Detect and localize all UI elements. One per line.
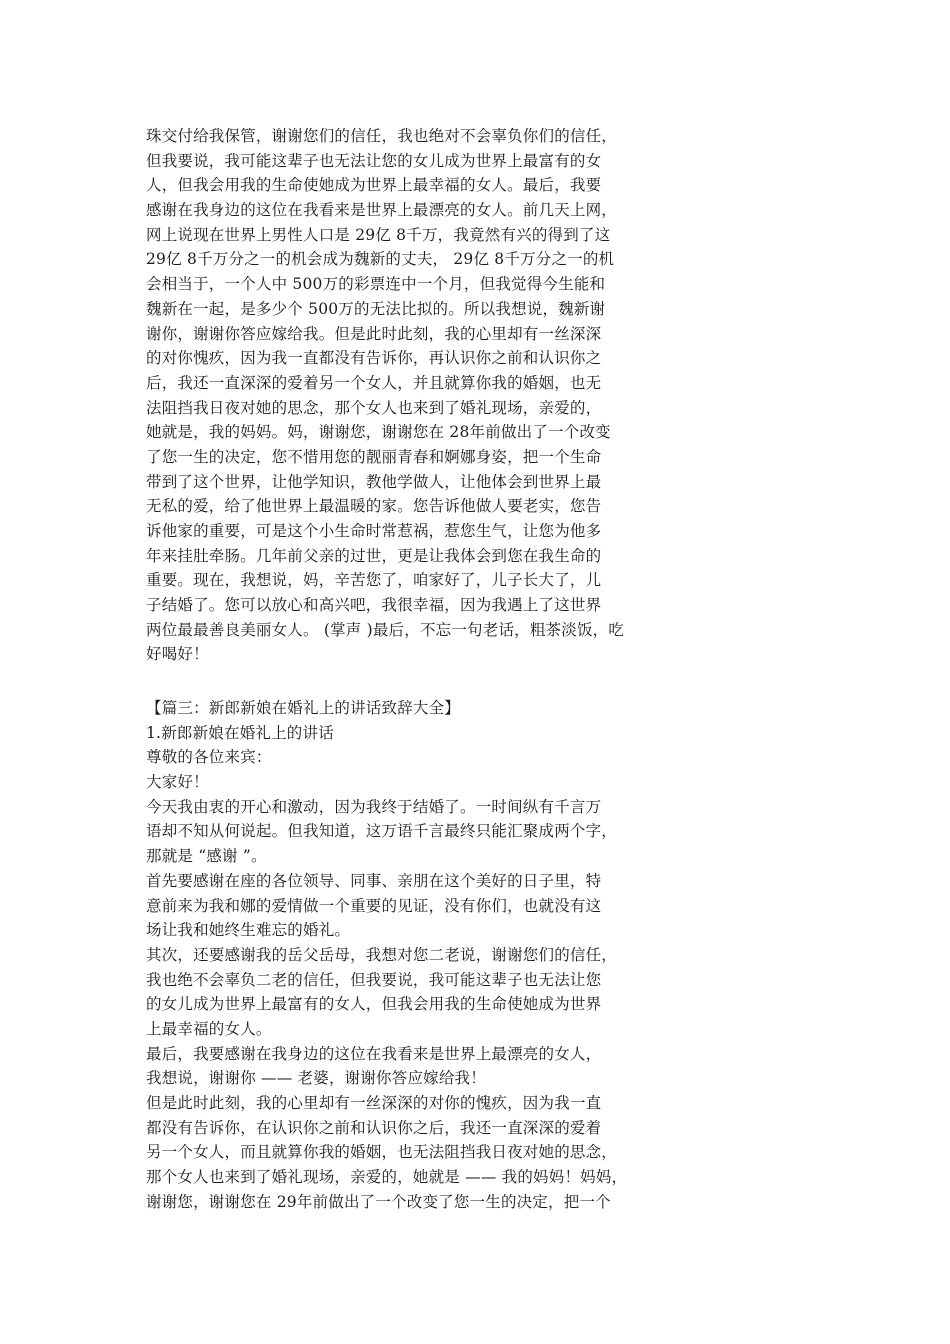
text-line: 上最幸福的女人。 [146,1019,272,1038]
text-line: 年来挂肚牵肠。几年前父亲的过世，更是让我体会到您在我生命的 [146,546,602,565]
text-line: 的女儿成为世界上最富有的女人，但我会用我的生命使她成为世界 [146,995,602,1014]
text-line: 魏新在一起，是多少个 500万的无法比拟的。所以我想说，魏新谢 [146,299,606,318]
text-line: 29亿 8千万分之一的机会成为魏新的丈夫， 29亿 8千万分之一的机 [146,250,615,269]
greeting-line: 大家好！ [146,773,209,792]
text-line: 首先要感谢在座的各位领导、同事、亲朋在这个美好的日子里，特 [146,871,602,890]
text-line: 场让我和她终生难忘的婚礼。 [146,921,351,940]
text-line: 都没有告诉你，在认识你之前和认识你之后，我还一直深深的爱着 [146,1118,602,1137]
text-line: 珠交付给我保管，谢谢您们的信任，我也绝对不会辜负你们的信任， [146,127,618,145]
text-line: 那个女人也来到了婚礼现场，亲爱的，她就是 —— 我的妈妈！妈妈， [146,1168,628,1187]
text-line: 两位最最善良美丽女人。 (掌声 )最后，不忘一句老话，粗茶淡饭，吃 [146,620,625,639]
text-line: 意前来为我和娜的爱情做一个重要的见证，没有你们，也就没有这 [146,896,602,915]
text-line: 另一个女人，而且就算你我的婚姻，也无法阻挡我日夜对她的思念， [146,1143,618,1162]
text-line: 带到了这个世界，让他学知识，教他学做人，让他体会到世界上最 [146,472,602,491]
text-line: 最后，我要感谢在我身边的这位在我看来是世界上最漂亮的女人， [146,1044,602,1063]
section-three [146,696,666,1214]
text-line: 语却不知从何说起。但我知道，这万语千言最终只能汇聚成两个字， [146,822,618,841]
text-line: 谢谢您，谢谢您在 29年前做出了一个改变了您一生的决定，把一个 [146,1192,611,1211]
text-line: 今天我由衷的开心和激动，因为我终于结婚了。一时间纵有千言万 [146,797,602,816]
text-line: 谢你，谢谢你答应嫁给我。但是此时此刻，我的心里却有一丝深深 [146,324,602,343]
text-line: 感谢在我身边的这位在我看来是世界上最漂亮的女人。前几天上网， [146,201,618,220]
text-line: 那就是 “感谢 ”。 [146,847,267,866]
text-line: 子结婚了。您可以放心和高兴吧，我很幸福，因为我遇上了这世界 [146,596,602,615]
text-line: 重要。现在，我想说，妈，辛苦您了，咱家好了，儿子长大了，儿 [146,571,602,590]
text-line: 好喝好！ [146,645,209,664]
text-line: 了您一生的决定，您不惜用您的靓丽青春和婀娜身姿，把一个生命 [146,447,602,466]
text-line: 我也绝不会辜负二老的信任，但我要说，我可能这辈子也无法让您 [146,970,602,989]
text-line: 她就是，我的妈妈。妈，谢谢您，谢谢您在 28年前做出了一个改变 [146,423,611,442]
text-line: 人，但我会用我的生命使她成为世界上最幸福的女人。最后，我要 [146,176,602,195]
text-line: 我想说，谢谢你 —— 老婆，谢谢你答应嫁给我！ [146,1069,486,1088]
salutation-line: 尊敬的各位来宾： [146,748,272,767]
speech-continuation-paragraph [146,124,666,667]
text-line: 但我要说，我可能这辈子也无法让您的女儿成为世界上最富有的女 [146,151,602,170]
text-line: 法阻挡我日夜对她的思念，那个女人也来到了婚礼现场，亲爱的， [146,398,602,417]
text-line: 会相当于，一个人中 500万的彩票连中一个月，但我觉得今生能和 [146,275,606,294]
section-heading: 【篇三：新郎新娘在婚礼上的讲话致辞大全】 [146,699,461,717]
text-line: 后，我还一直深深的爱着另一个女人，并且就算你我的婚姻，也无 [146,373,602,392]
text-line: 但是此时此刻，我的心里却有一丝深深的对你的愧疚，因为我一直 [146,1094,602,1112]
text-line: 网上说现在世界上男性人口是 29亿 8千万，我竟然有兴的得到了这 [146,225,611,244]
text-line: 的对你愧疚，因为我一直都没有告诉你，再认识你之前和认识你之 [146,349,602,368]
text-line: 无私的爱，给了他世界上最温暖的家。您告诉他做人要老实，您告 [146,497,602,516]
subsection-title: 1.新郎新娘在婚礼上的讲话 [146,723,334,742]
text-line: 其次，还要感谢我的岳父岳母，我想对您二老说，谢谢您们的信任， [146,945,618,964]
text-line: 诉他家的重要，可是这个小生命时常惹祸，惹您生气，让您为他多 [146,522,602,540]
